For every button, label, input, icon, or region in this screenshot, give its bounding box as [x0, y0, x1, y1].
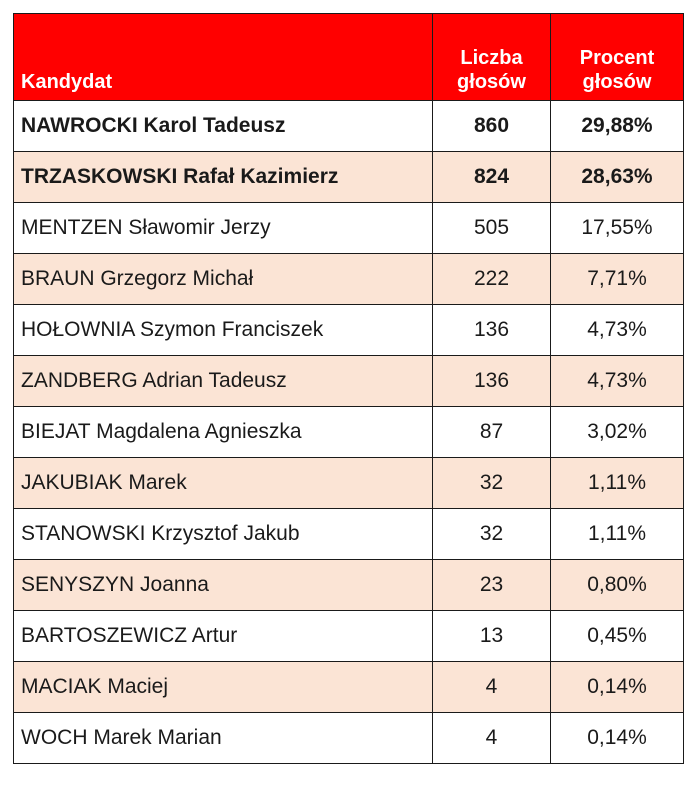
- vote-count-cell: 87: [433, 407, 551, 458]
- vote-count-cell: 32: [433, 458, 551, 509]
- vote-percent-cell: 0,14%: [551, 713, 684, 764]
- vote-count-cell: 23: [433, 560, 551, 611]
- table-row: [14, 254, 684, 305]
- vote-count-cell: 32: [433, 509, 551, 560]
- table-row: [14, 203, 684, 254]
- header-percent-line2: głosów: [582, 71, 652, 93]
- vote-percent-cell: 4,73%: [551, 305, 684, 356]
- table-row: [14, 509, 684, 560]
- vote-percent-cell: 3,02%: [551, 407, 684, 458]
- vote-percent-cell: 0,14%: [551, 662, 684, 713]
- table-row: [14, 662, 684, 713]
- vote-percent-cell: 7,71%: [551, 254, 684, 305]
- table-row: [14, 713, 684, 764]
- candidate-name-cell: WOCH Marek Marian: [14, 713, 433, 764]
- results-table-container: [13, 13, 684, 764]
- table-body: [14, 101, 684, 764]
- vote-count-cell: 4: [433, 662, 551, 713]
- candidate-name-cell: BRAUN Grzegorz Michał: [14, 254, 433, 305]
- candidate-name-cell: BARTOSZEWICZ Artur: [14, 611, 433, 662]
- table-row: [14, 101, 684, 152]
- vote-percent-cell: 28,63%: [551, 152, 684, 203]
- vote-count-cell: 824: [433, 152, 551, 203]
- vote-percent-cell: 4,73%: [551, 356, 684, 407]
- header-votes: [433, 14, 551, 101]
- vote-count-cell: 13: [433, 611, 551, 662]
- vote-percent-cell: 17,55%: [551, 203, 684, 254]
- candidate-name-cell: NAWROCKI Karol Tadeusz: [14, 101, 433, 152]
- candidate-name-cell: BIEJAT Magdalena Agnieszka: [14, 407, 433, 458]
- table-row: [14, 458, 684, 509]
- table-row: [14, 407, 684, 458]
- vote-count-cell: 4: [433, 713, 551, 764]
- vote-count-cell: 860: [433, 101, 551, 152]
- candidate-name-cell: MENTZEN Sławomir Jerzy: [14, 203, 433, 254]
- vote-count-cell: 136: [433, 356, 551, 407]
- candidate-name-cell: HOŁOWNIA Szymon Franciszek: [14, 305, 433, 356]
- table-row: [14, 611, 684, 662]
- header-candidate: [14, 14, 433, 101]
- vote-count-cell: 222: [433, 254, 551, 305]
- vote-percent-cell: 1,11%: [551, 509, 684, 560]
- vote-percent-cell: 1,11%: [551, 458, 684, 509]
- vote-percent-cell: 0,45%: [551, 611, 684, 662]
- header-row: [14, 14, 684, 101]
- header-percent: [551, 14, 684, 101]
- header-percent-line1: Procent: [579, 47, 655, 69]
- vote-count-cell: 505: [433, 203, 551, 254]
- table-row: [14, 152, 684, 203]
- header-votes-line1: Liczba: [460, 47, 523, 69]
- header-votes-line2: głosów: [457, 71, 526, 93]
- vote-percent-cell: 0,80%: [551, 560, 684, 611]
- table-row: [14, 305, 684, 356]
- vote-count-cell: 136: [433, 305, 551, 356]
- table-header: [14, 14, 684, 101]
- candidate-name-cell: SENYSZYN Joanna: [14, 560, 433, 611]
- candidate-name-cell: ZANDBERG Adrian Tadeusz: [14, 356, 433, 407]
- header-candidate-label: Kandydat: [21, 71, 113, 93]
- election-results-table: [13, 13, 684, 764]
- candidate-name-cell: JAKUBIAK Marek: [14, 458, 433, 509]
- table-row: [14, 356, 684, 407]
- vote-percent-cell: 29,88%: [551, 101, 684, 152]
- candidate-name-cell: MACIAK Maciej: [14, 662, 433, 713]
- table-row: [14, 560, 684, 611]
- candidate-name-cell: STANOWSKI Krzysztof Jakub: [14, 509, 433, 560]
- candidate-name-cell: TRZASKOWSKI Rafał Kazimierz: [14, 152, 433, 203]
